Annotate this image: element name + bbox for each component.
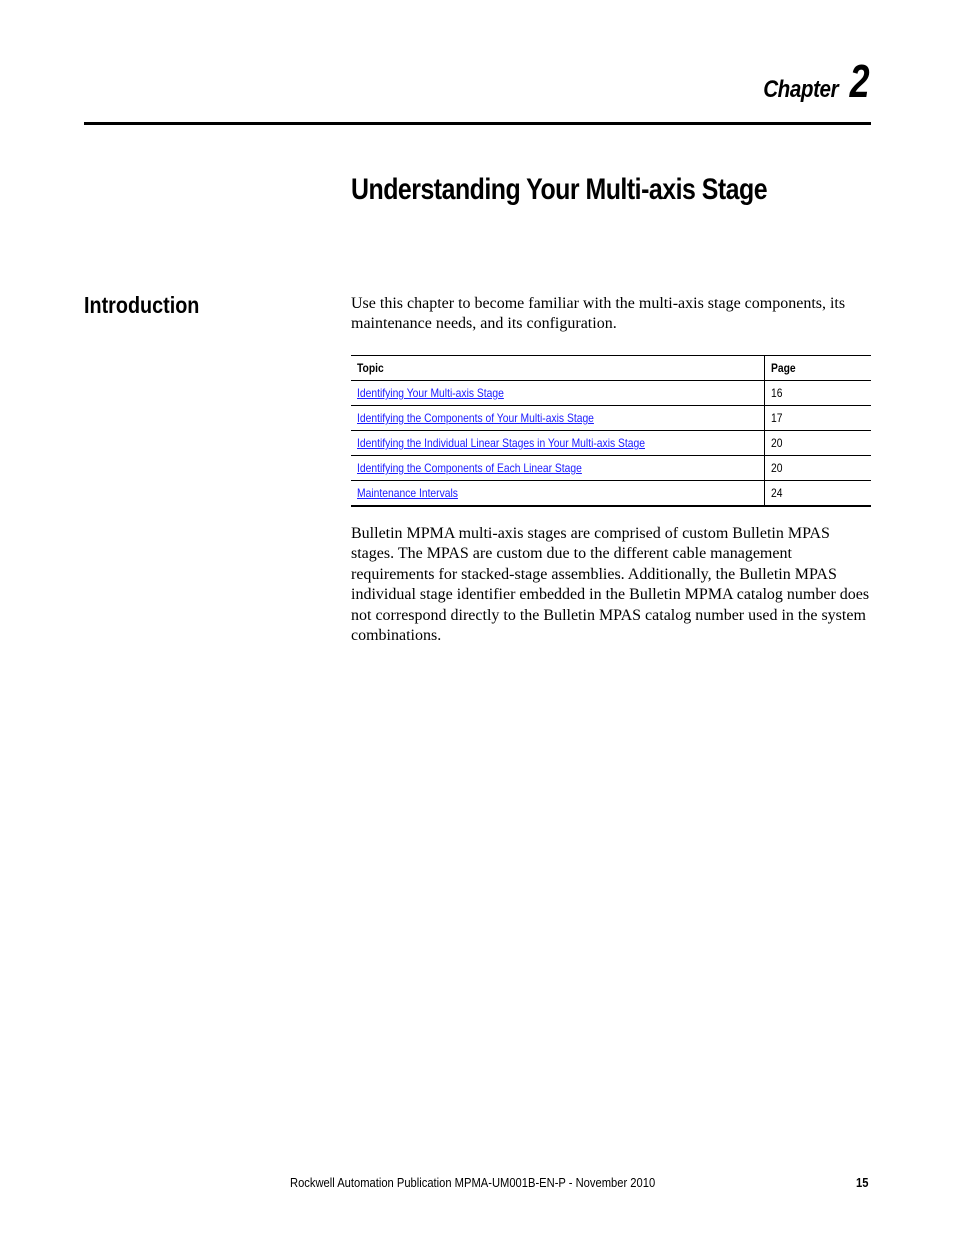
topic-cell (351, 381, 765, 406)
topic-link[interactable]: Identifying the Individual Linear Stages in Your Multi-axis Stage (357, 436, 645, 450)
topic-cell (351, 481, 765, 507)
table-row (351, 456, 871, 481)
topic-link[interactable]: Identifying the Components of Each Linear Stage (357, 461, 582, 475)
topic-link[interactable]: Maintenance Intervals (357, 486, 458, 500)
footer-publication: Rockwell Automation Publication MPMA-UM001B-EN-P - November 2010 (290, 1175, 656, 1190)
page-cell: 20 (765, 456, 872, 481)
page-cell: 20 (765, 431, 872, 456)
section-title: Introduction (84, 292, 200, 318)
table-row (351, 381, 871, 406)
topic-column-header: Topic (351, 356, 765, 381)
page-cell: 24 (765, 481, 872, 507)
topics-table (351, 355, 871, 507)
page-column-header: Page (765, 356, 872, 381)
topic-link[interactable]: Identifying Your Multi-axis Stage (357, 386, 504, 400)
chapter-heading (751, 55, 870, 107)
topic-cell (351, 431, 765, 456)
topic-cell (351, 406, 765, 431)
topic-link[interactable]: Identifying the Components of Your Multi-axis Stage (357, 411, 594, 425)
body-paragraph: Bulletin MPMA multi-axis stages are comprised of custom Bulletin MPAS stages. The MPAS are custom due to the different cable management requirements for stacked-stage assemblies. Additionally, the Bulletin MPAS individual stage identifier embedded in the Bulletin MPMA catalog number does not correspond directly to the Bulletin MPAS catalog number used in the system combinations. (351, 525, 870, 645)
table-row (351, 431, 871, 456)
table-row (351, 406, 871, 431)
page-cell: 16 (765, 381, 872, 406)
table-header-row (351, 356, 871, 381)
topic-cell (351, 456, 765, 481)
table-row (351, 481, 871, 507)
chapter-divider (84, 122, 871, 125)
intro-paragraph: Use this chapter to become familiar with the multi-axis stage components, its maintenance needs, and its configuration. (351, 295, 846, 333)
chapter-number: 2 (850, 55, 870, 107)
footer-page-number: 15 (856, 1175, 869, 1190)
chapter-title: Understanding Your Multi-axis Stage (351, 173, 768, 206)
page-cell: 17 (765, 406, 872, 431)
chapter-label: Chapter (762, 76, 838, 103)
